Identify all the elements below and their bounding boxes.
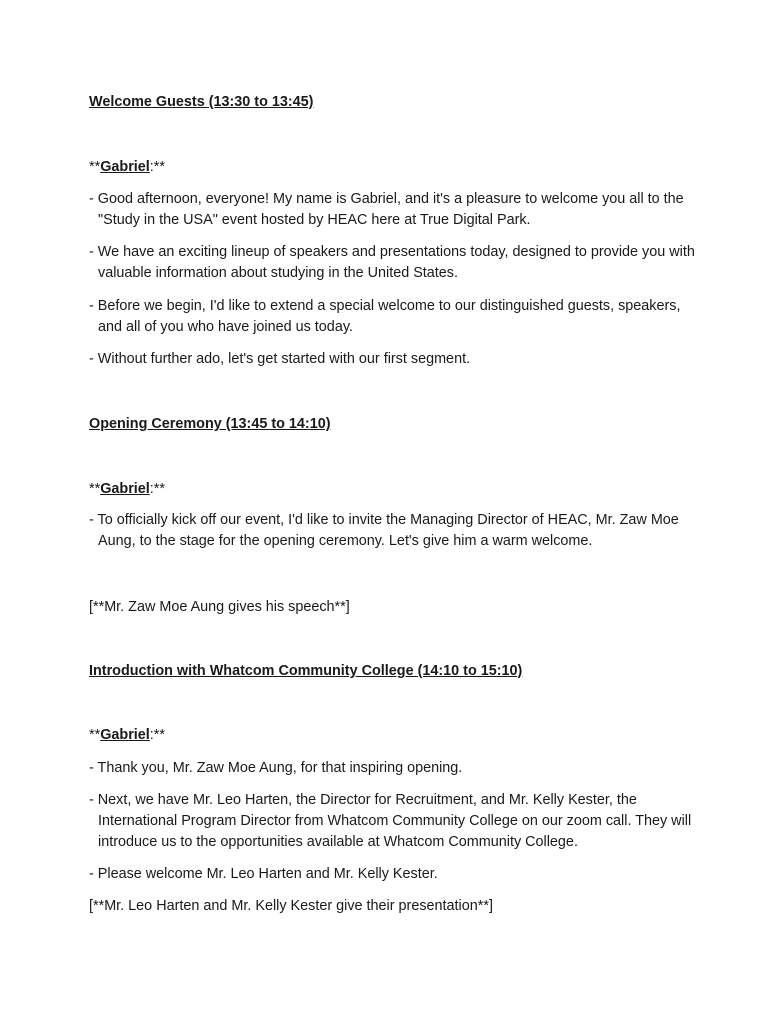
speaker-label [89,479,165,499]
speaker-prefix: ** [89,159,101,175]
bullet-item: - Please welcome Mr. Leo Harten and Mr. Kelly Kester. [89,866,438,882]
section-heading-whatcom-introduction: Introduction with Whatcom Community College (14:10 to 15:10) [89,663,523,679]
stage-direction-note: [**Mr. Zaw Moe Aung gives his speech**] [89,599,350,615]
bullet-item: - Thank you, Mr. Zaw Moe Aung, for that inspiring opening. [89,760,463,776]
section-heading-welcome-guests: Welcome Guests (13:30 to 13:45) [89,94,314,110]
speaker-label [89,157,165,177]
section-heading-opening-ceremony: Opening Ceremony (13:45 to 14:10) [89,416,331,432]
speaker-prefix: ** [89,727,101,743]
bullet-item: - Before we begin, I'd like to extend a special welcome to our distinguished guests, speakers, and all of you who have joined us today. [89,298,681,335]
speaker-name: Gabriel [100,481,150,497]
bullet-item: - Without further ado, let's get started with our first segment. [89,351,471,367]
speaker-name: Gabriel [100,727,150,743]
bullet-item: - We have an exciting lineup of speakers and presentations today, designed to provide you with valuable information about studying in the United States. [89,244,695,281]
speaker-suffix: :** [149,481,165,497]
speaker-label [89,725,165,745]
speaker-suffix: :** [149,159,165,175]
speaker-name: Gabriel [100,159,150,175]
bullet-item: - Good afternoon, everyone! My name is Gabriel, and it's a pleasure to welcome you all to the "Study in the USA" event hosted by HEAC here at True Digital Park. [89,191,684,228]
bullet-item: - To officially kick off our event, I'd like to invite the Managing Director of HEAC, Mr. Zaw Moe Aung, to the stage for the opening ceremony. Let's give him a warm welcome. [89,512,679,549]
speaker-suffix: :** [149,727,165,743]
speaker-prefix: ** [89,481,101,497]
stage-direction-note: [**Mr. Leo Harten and Mr. Kelly Kester give their presentation**] [89,898,493,914]
bullet-item: - Next, we have Mr. Leo Harten, the Director for Recruitment, and Mr. Kelly Kester, the International Program Director from Whatcom Community College on our zoom call. They will introduce us to the opportunities available at Whatcom Community College. [89,792,692,850]
